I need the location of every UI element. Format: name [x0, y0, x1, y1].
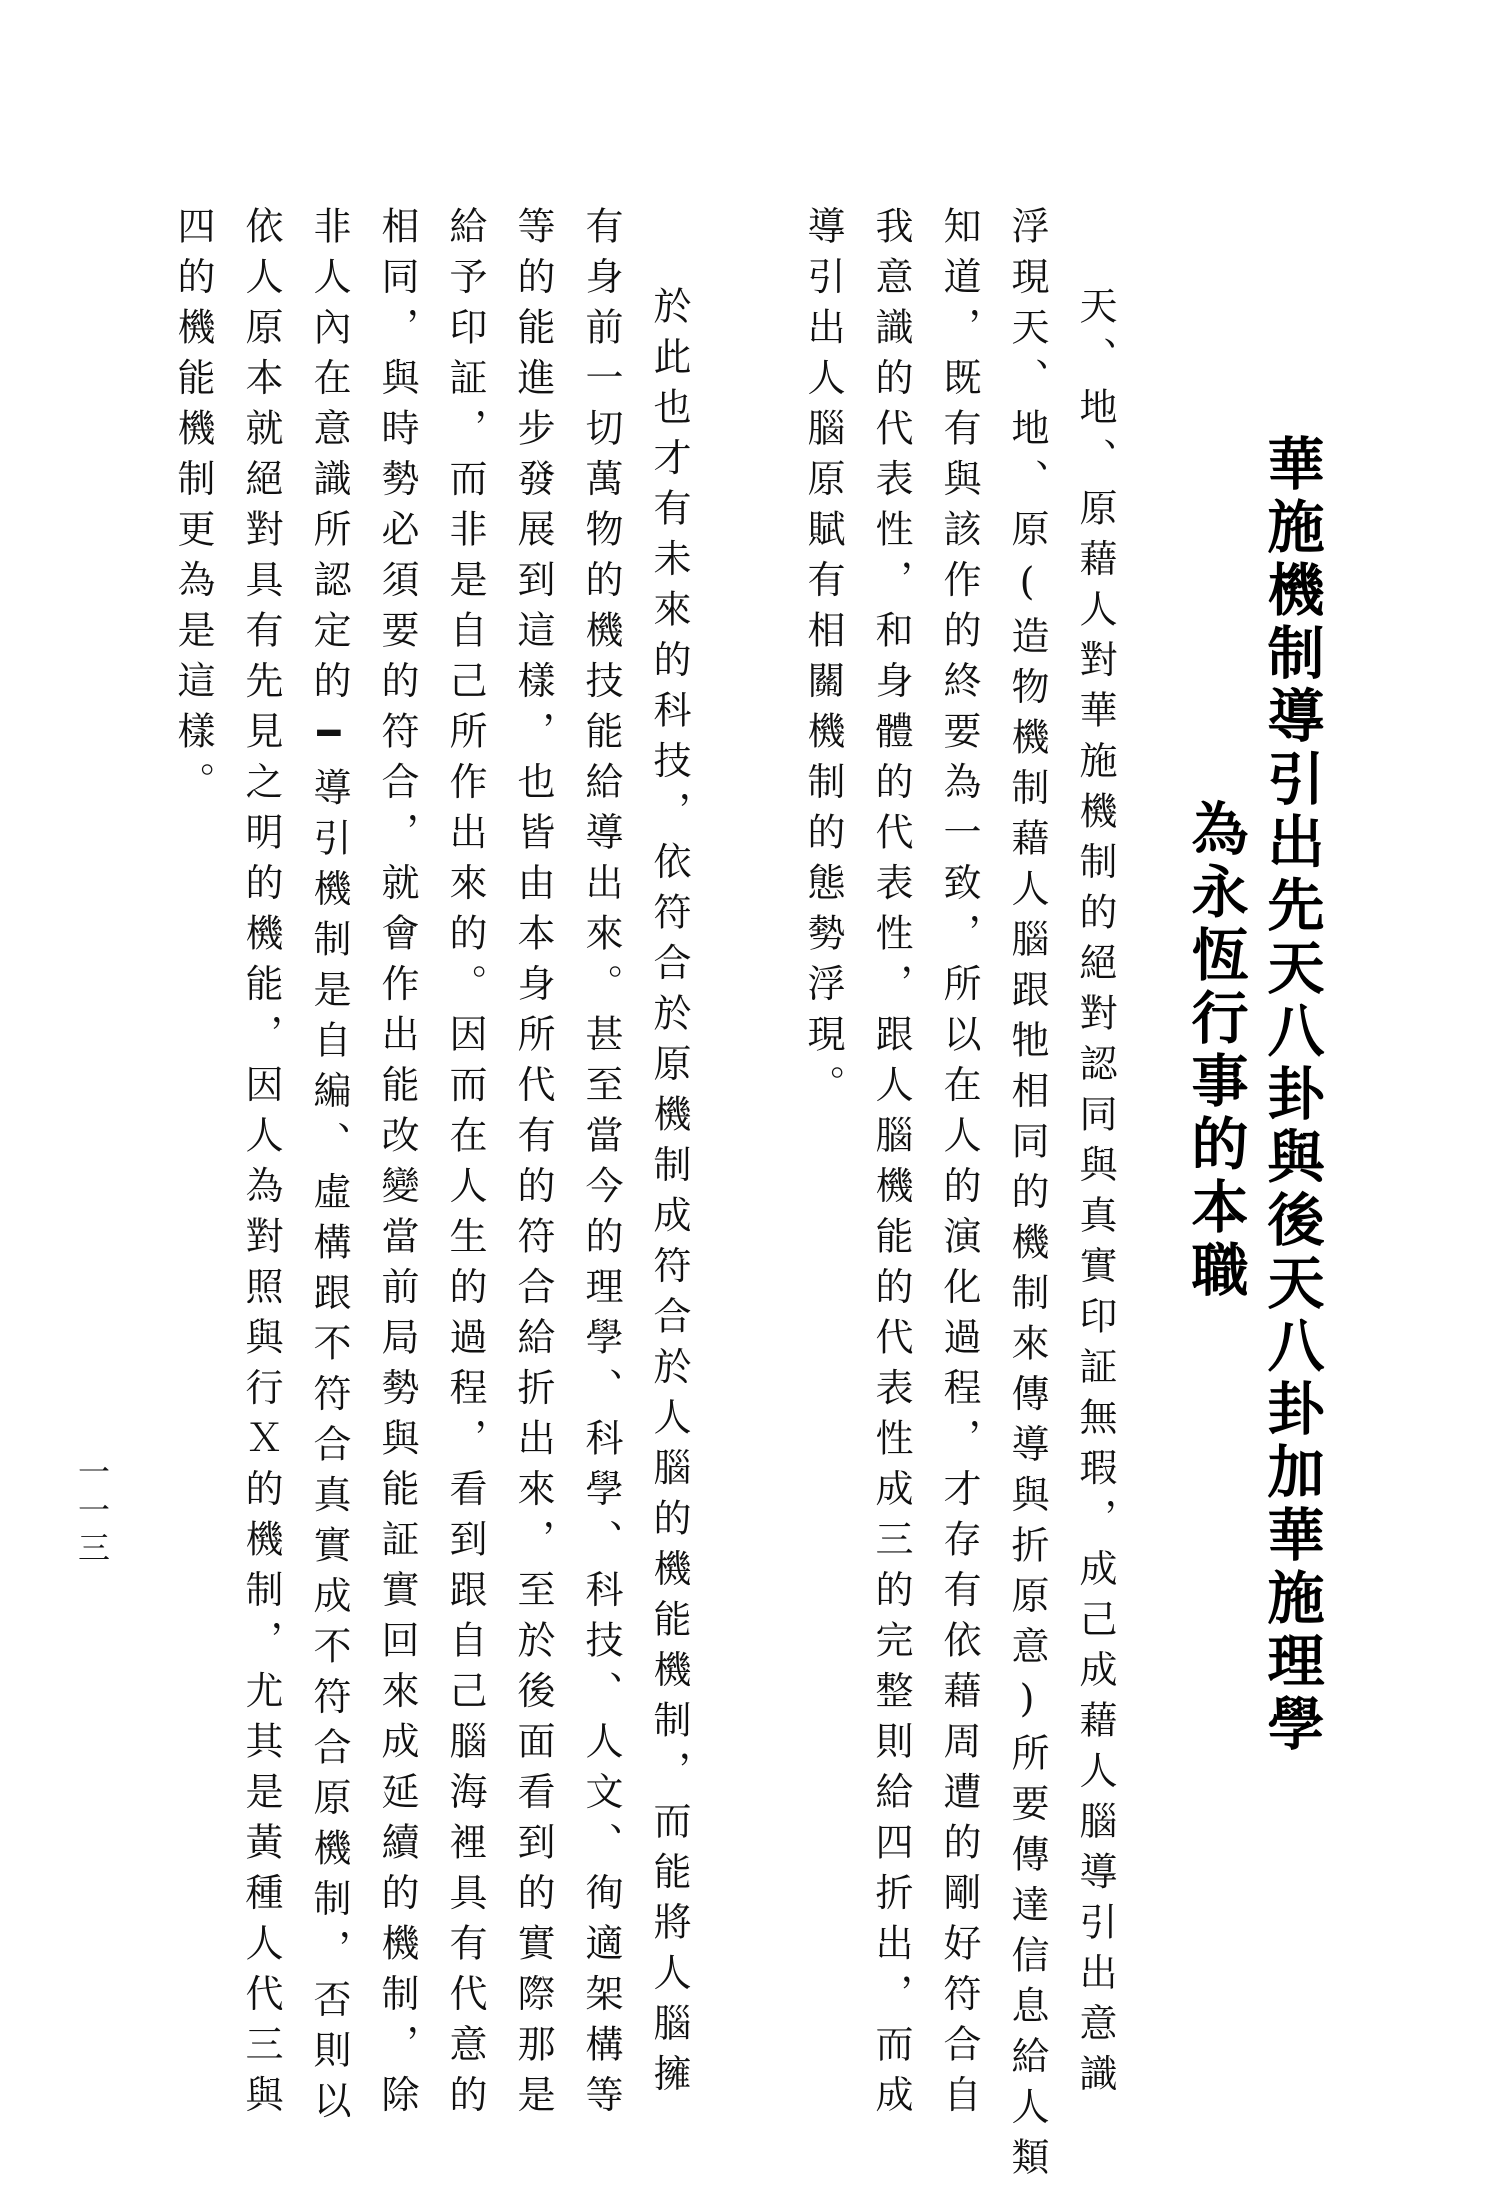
- text-line: 有身前一切萬物的機技能給導出來。甚至當今的理學、科學、科技、人文、徇適架構等: [579, 206, 623, 2125]
- text-line: 依人原本就絕對具有先見之明的機能，因人為對照與行Ｘ的機制，尤其是黃種人代三與: [239, 206, 283, 2125]
- text-line: 相同，與時勢必須要的符合，就會作出能改變當前局勢與能証實回來成延續的機制，除: [375, 206, 419, 2125]
- title-line-1: 華施機制導引出先天八卦與後天八卦加華施理學: [1258, 434, 1324, 1757]
- title-line-2: 為永恆行事的本職: [1182, 799, 1248, 1303]
- page-number: 一一三: [73, 1455, 111, 1569]
- text-line: 知道，既有與該作的終要為一致，所以在人的演化過程，才存有依藉周遭的剛好符合自: [937, 206, 981, 2125]
- text-line: 天、地、原藉人對華施機制的絕對認同與真實印証無瑕，成己成藉人腦導引出意識: [1073, 286, 1117, 2104]
- text-line: 四的機能機制更為是這樣。: [171, 206, 215, 812]
- text-line: 給予印証，而非是自己所作出來的。因而在人生的過程，看到跟自己腦海裡具有代意的: [443, 206, 487, 2125]
- text-line: 等的能進步發展到這樣，也皆由本身所代有的符合給折出來，至於後面看到的實際那是: [511, 206, 555, 2125]
- text-line: 我意識的代表性，和身體的代表性，跟人腦機能的代表性成三的完整則給四折出，而成: [869, 206, 913, 2125]
- text-line: 非人內在意識所認定的━導引機制是自編、虛構跟不符合真實成不符合原機制，否則以: [307, 206, 351, 2131]
- text-line: 浮現天、地、原(造物機制藉人腦跟牠相同的機制來傳導與折原意)所要傳達信息給人類: [1005, 206, 1049, 2188]
- text-line: 導引出人腦原賦有相關機制的態勢浮現。: [801, 206, 845, 1115]
- text-line: 於此也才有未來的科技，依符合於原機制成符合於人腦的機能機制，而能將人腦擁: [647, 286, 691, 2104]
